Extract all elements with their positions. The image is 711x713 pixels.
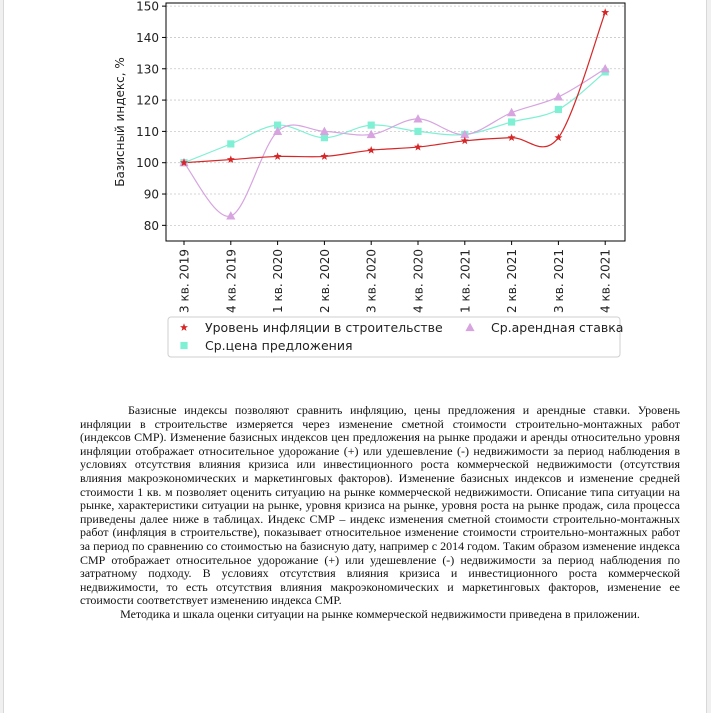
legend-square-icon — [180, 342, 187, 349]
y-tick-label: 80 — [143, 218, 159, 233]
data-point-square — [368, 122, 375, 129]
y-tick-label: 110 — [136, 124, 159, 139]
data-point-star — [227, 155, 235, 163]
series-layer — [179, 8, 609, 219]
x-tick-label: 1 кв. 2021 — [458, 249, 473, 313]
x-tick-label: 3 кв. 2020 — [364, 249, 379, 313]
data-point-triangle — [226, 211, 235, 219]
x-tick-label: 2 кв. 2020 — [317, 249, 332, 313]
plot-area-frame — [166, 3, 625, 241]
y-tick-label: 90 — [143, 187, 159, 202]
y-tick-label: 130 — [136, 62, 159, 77]
data-point-square — [414, 128, 421, 135]
data-point-star — [414, 143, 422, 151]
paragraph-methodology-note: Методика и шкала оценки ситуации на рынке коммерческой недвижимости приведена в приложении. — [120, 606, 640, 621]
data-point-triangle — [413, 114, 422, 122]
grid-lines — [166, 6, 625, 225]
data-point-star — [320, 152, 328, 160]
x-tick-label: 3 кв. 2019 — [177, 249, 192, 313]
data-point-star — [554, 133, 562, 141]
paragraph-indices-description: Базисные индексы позволяют сравнить инфляцию, цены предложения и арендные ставки. Уровень инфляции в строительстве измеряется через изменение сметной стоимости строительно-монтажных работ (индексов СМР). Изменение базисных индексов цен предложения на рынке продажи и аренды относительно уровня инфляции отображает относительное удорожание (+) или удешевление (-) недвижимости за период наблюдения в условиях отсутствия влияния кризиса или инвестиционного роста коммерческой недвижимости (отсутствия влияния макроэкономических и маркетинговых факторов). Изменение базисных индексов и изменение средней стоимости 1 кв. м позволяет оценить ситуацию на рынке коммерческой недвижимости. Описание типа ситуации на рынке, характеристики ситуации на рынке, уровня кризиса на рынке, уровня роста на рынке продаж, сила процесса приведены далее ниже в таблицах. Индекс СМР – индекс изменения сметной стоимости строительно-монтажных работ (инфляция в строительстве), показывает относительное изменение стоимости строительно-монтажных работ за период по сравнению со стоимостью на базисную дату, например с 2014 годом. Таким образом изменение индекса СМР отображает относительное удорожание (+) или удешевление (-) недвижимости за период наблюдения по затратному подходу. В условиях отсутствия влияния кризиса и инвестиционного роста коммерческой недвижимости, то есть отсутствия влияния макроэкономических и маркетинговых факторов, изменение ее стоимости соответствует изменению индекса СМР. — [80, 403, 680, 608]
chart-legend — [168, 317, 623, 357]
x-tick-label: 2 кв. 2021 — [505, 249, 520, 313]
legend-marker-avg-offer-price — [180, 342, 187, 349]
y-tick-label: 150 — [136, 0, 159, 14]
series-line — [184, 12, 605, 162]
data-point-triangle — [554, 92, 563, 100]
legend-label-construction-inflation: Уровень инфляции в строительстве — [205, 320, 443, 335]
data-point-square — [321, 134, 328, 141]
x-tick-label: 3 кв. 2021 — [551, 249, 566, 313]
y-tick-label: 120 — [136, 93, 159, 108]
data-point-square — [227, 140, 234, 147]
y-axis — [136, 0, 166, 233]
x-axis — [178, 241, 613, 313]
data-point-triangle — [601, 64, 610, 72]
x-tick-label: 4 кв. 2020 — [411, 249, 426, 313]
x-tick-label: 4 кв. 2021 — [598, 249, 613, 313]
y-tick-label: 140 — [136, 30, 159, 45]
legend-label-avg-offer-price: Ср.цена предложения — [205, 338, 353, 353]
data-point-star — [367, 146, 375, 154]
y-axis-label: Базисный индекс, % — [113, 57, 127, 187]
legend-label-avg-rent-rate: Ср.арендная ставка — [491, 320, 624, 335]
data-point-square — [555, 106, 562, 113]
x-tick-label: 4 кв. 2019 — [224, 249, 239, 313]
data-point-square — [508, 118, 515, 125]
data-point-star — [274, 152, 282, 160]
x-tick-label: 1 кв. 2020 — [271, 249, 286, 313]
data-point-star — [508, 133, 516, 141]
data-point-star — [601, 8, 609, 16]
y-tick-label: 100 — [136, 156, 159, 171]
body-text — [80, 404, 680, 622]
